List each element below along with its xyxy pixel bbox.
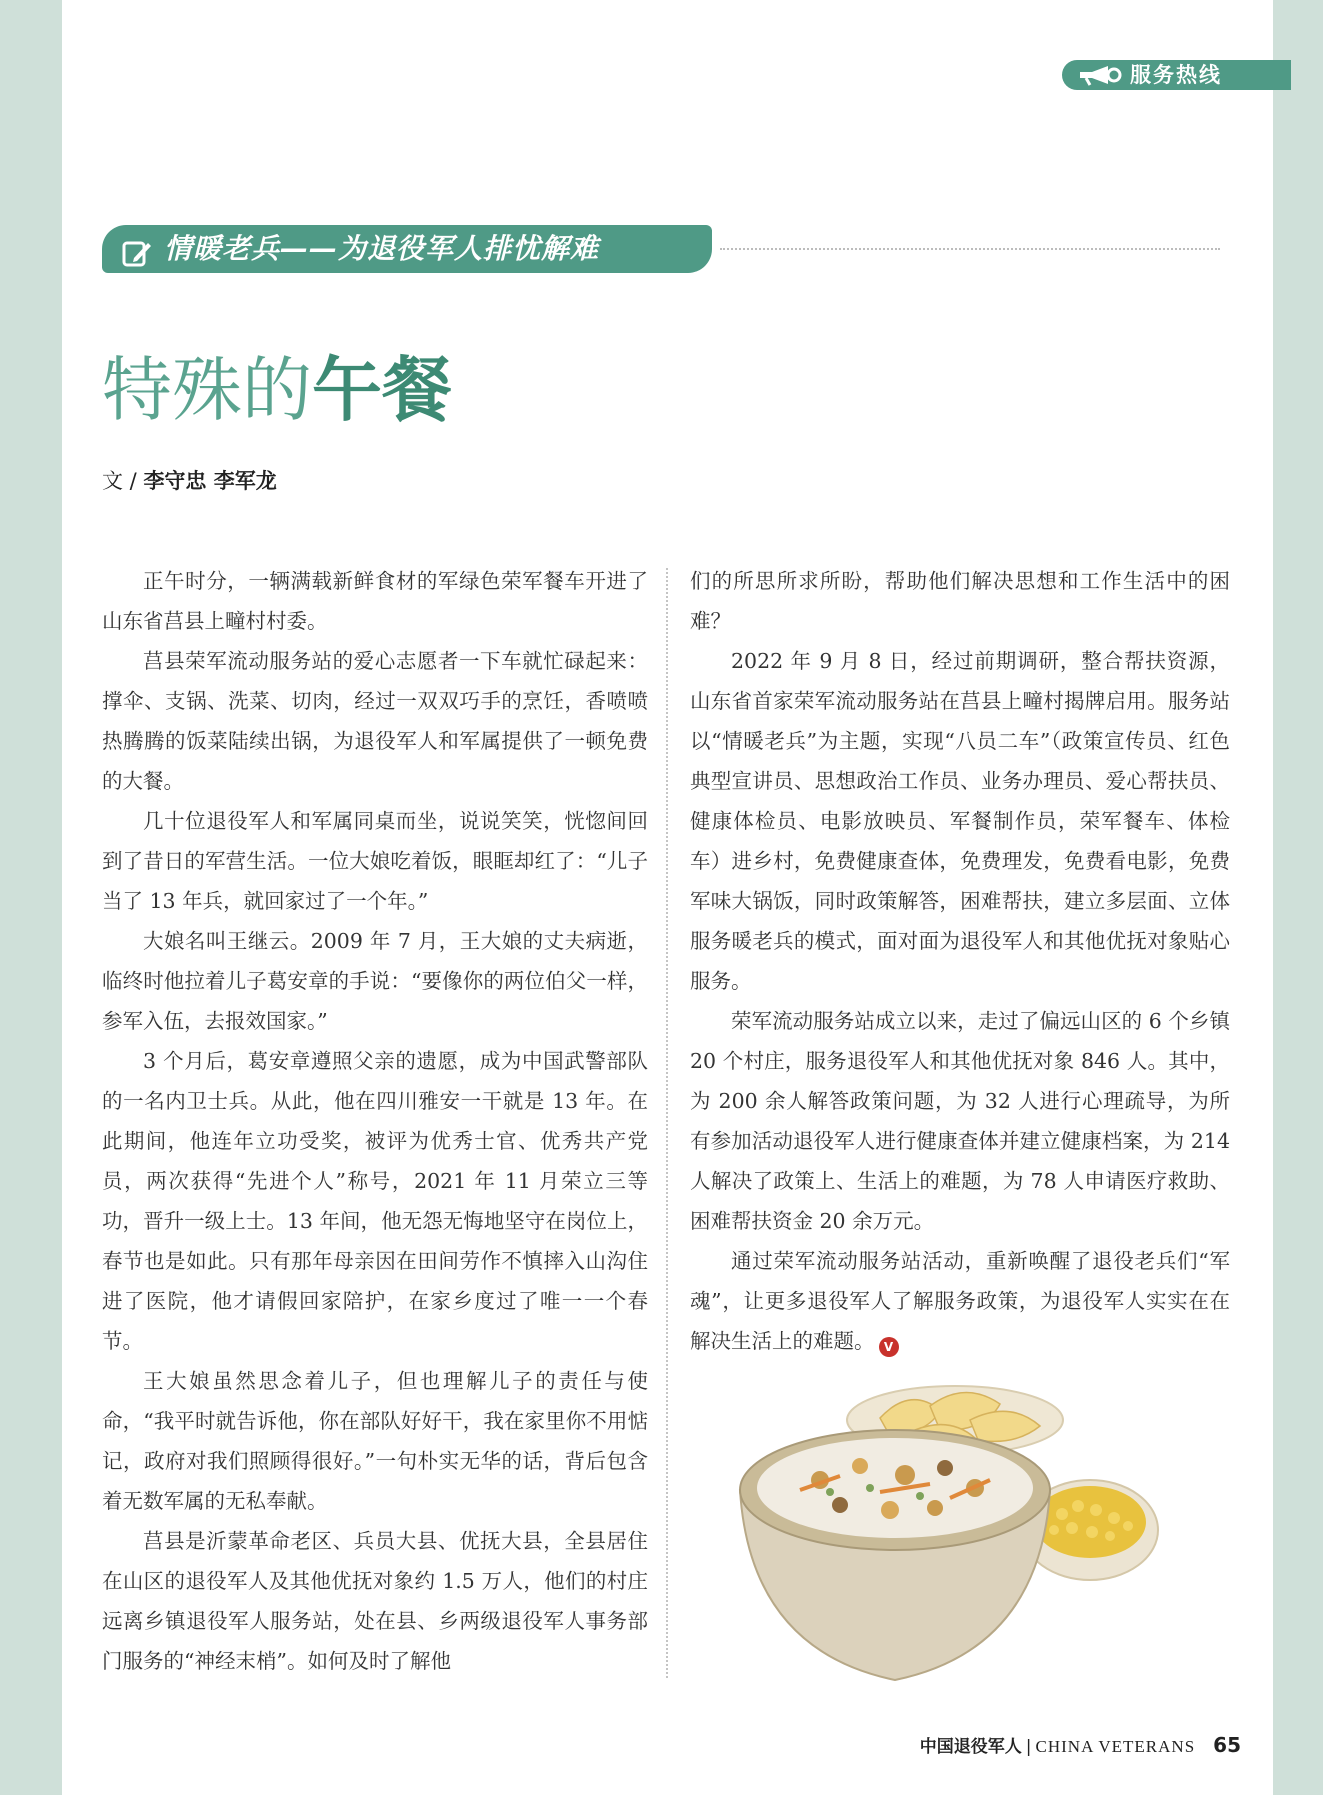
byline-authors: 李守忠 李军龙: [143, 469, 277, 493]
byline-prefix: 文 /: [102, 469, 144, 493]
paragraph: 2022 年 9 月 8 日，经过前期调研，整合帮扶资源，山东省首家荣军流动服务站在莒县上疃村揭牌启用。服务站以“情暖老兵”为主题，实现“八员二车”（政策宣传员、红色典型宣讲员、思想政治工作员、业务办理员、爱心帮扶员、健康体检员、电影放映员、军餐制作员，荣军餐车、体检车）进乡村，免费健康查体，免费理发，免费看电影，免费军味大锅饭，同时政策解答，困难帮扶，建立多层面、立体服务暖老兵的模式，面对面为退役军人和其他优抚对象贴心服务。: [690, 649, 1230, 993]
paragraph: 王大娘虽然思念着儿子，但也理解儿子的责任与使命，“我平时就告诉他，你在部队好好干，我在家里你不用惦记，政府对我们照顾得很好。”一句朴实无华的话，背后包含着无数军属的无私奉献。: [102, 1369, 648, 1513]
left-margin-band: [0, 0, 62, 1795]
paragraph: 莒县是沂蒙革命老区、兵员大县、优抚大县，全县居住在山区的退役军人及其他优抚对象约 1.5 万人，他们的村庄远离乡镇退役军人服务站，处在县、乡两级退役军人事务部门服务的“神经末梢”。如何及时了解他: [102, 1529, 648, 1673]
paragraph: 3 个月后，葛安章遵照父亲的遗愿，成为中国武警部队的一名内卫士兵。从此，他在四川雅安一干就是 13 年。在此期间，他连年立功受奖，被评为优秀士官、优秀共产党员，两次获得“先进个人”称号，2021 年 11 月荣立三等功，晋升一级上士。13 年间，他无怨无悔地坚守在岗位上，春节也是如此。只有那年母亲因在田间劳作不慎摔入山沟住进了医院，他才请假回家陪护，在家乡度过了唯一一个春节。: [102, 1049, 648, 1353]
page-number: 65: [1213, 1733, 1241, 1757]
final-paragraph-text: 通过荣军流动服务站活动，重新唤醒了退役老兵们“军魂”，让更多退役军人了解服务政策，为退役军人实实在在解决生活上的难题。: [690, 1249, 1230, 1353]
rice-bowl-illustration: [730, 1380, 1190, 1700]
section-tab: [1062, 60, 1291, 90]
article-column-right: [690, 561, 1230, 1361]
title-part2: 午餐: [312, 349, 452, 431]
paragraph: 几十位退役军人和军属同桌而坐，说说笑笑，恍惚间回到了昔日的军营生活。一位大娘吃着饭，眼眶却红了：“儿子当了 13 年兵，就回家过了一个年。”: [102, 809, 648, 913]
final-paragraph: [690, 1241, 1230, 1361]
magazine-name-en: CHINA VETERANS: [1035, 1737, 1196, 1756]
banner-dotted-rule: [720, 248, 1220, 250]
bugle-icon: [1078, 64, 1124, 94]
title-part1: 特殊的: [102, 349, 312, 431]
article-column-left: [102, 561, 648, 1681]
page-footer: [920, 1730, 1241, 1762]
byline: [102, 466, 277, 496]
paragraph-continuation: 们的所思所求所盼，帮助他们解决思想和工作生活中的困难？: [690, 569, 1230, 633]
end-mark-icon: V: [879, 1337, 899, 1357]
magazine-name: 中国退役军人: [919, 1737, 1022, 1757]
paragraph: 正午时分，一辆满载新鲜食材的军绿色荣军餐车开进了山东省莒县上疃村村委。: [102, 569, 648, 633]
paragraph: 莒县荣军流动服务站的爱心志愿者一下车就忙碌起来：撑伞、支锅、洗菜、切肉，经过一双双巧手的烹饪，香喷喷热腾腾的饭菜陆续出锅，为退役军人和军属提供了一顿免费的大餐。: [102, 649, 648, 793]
banner-text: 情暖老兵——为退役军人排忧解难: [164, 232, 600, 265]
section-label: 服务热线: [1130, 63, 1222, 87]
footer-separator: |: [1025, 1737, 1032, 1757]
paragraph: 荣军流动服务站成立以来，走过了偏远山区的 6 个乡镇 20 个村庄，服务退役军人和其他优抚对象 846 人。其中，为 200 余人解答政策问题，为 32 人进行心理疏导，为所有参加活动退役军人进行健康查体并建立健康档案，为 214 人解决了政策上、生活上的难题，为 78 人申请医疗救助、困难帮扶资金 20 余万元。: [690, 1009, 1230, 1233]
column-banner: [102, 225, 712, 273]
right-margin-band: [1273, 0, 1323, 1795]
paragraph: 大娘名叫王继云。2009 年 7 月，王大娘的丈夫病逝，临终时他拉着儿子葛安章的手说：“要像你的两位伯父一样，参军入伍，去报效国家。”: [102, 929, 648, 1033]
article-title: [102, 345, 452, 435]
edit-icon: [122, 235, 152, 283]
column-divider: [666, 568, 668, 1678]
